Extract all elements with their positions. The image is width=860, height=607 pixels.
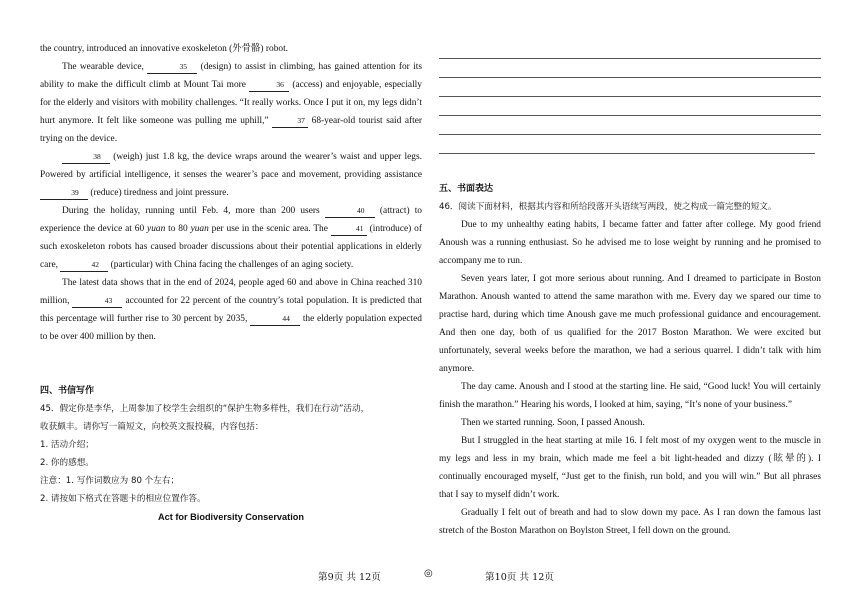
blank-35[interactable]: 35 — [147, 61, 197, 74]
intro-line: the country, introduced an innovative exoskeleton (外骨骼) robot. — [40, 44, 289, 54]
paragraph-38-39 — [40, 148, 422, 202]
text: The wearable device, — [62, 62, 148, 72]
q45-line-1: 45．假定你是李华，上周参加了校学生会组织的“保护生物多样性，我们在行动”活动， — [40, 404, 370, 414]
blank-39[interactable]: 39 — [40, 187, 88, 200]
writing-line[interactable] — [439, 40, 821, 59]
circle-mark-icon: ◎ — [424, 568, 433, 579]
content-item-2: 2. 你的感想。 — [40, 458, 94, 468]
blank-38[interactable]: 38 — [62, 151, 110, 164]
section-4-heading: 四、书信写作 — [40, 386, 95, 396]
right-column — [439, 40, 821, 540]
text: (attract) to experience the device at 60 — [40, 206, 422, 234]
writing-lines[interactable] — [439, 40, 821, 154]
story-paragraph-3: The day came. Anoush and I stood at the starting line. He said, “Good luck! You will certainly finish the marathon.” Hearing his words, I looked at him, saying, “It’s none of your business.” — [439, 382, 821, 410]
note-1: 注意：1. 写作词数应为 80 个左右； — [40, 476, 180, 486]
text: (access) and enjoyable, especially for the elderly and visitors with mobility challenges. “It really works. Once I put it on, my legs didn’t hurt anymore. It felt like someone was pulling me uphill,” — [40, 80, 422, 126]
text: (introduce) of such exoskeleton robots has caused broader discussions about their potential applications in elderly care, — [40, 224, 422, 270]
left-column — [40, 40, 422, 526]
text: During the holiday, running until Feb. 4, more than 200 users — [62, 206, 325, 216]
text: (design) to assist in climbing, has gained attention for its ability to make the difficult climb at Mount Tai more — [40, 62, 422, 90]
blank-36[interactable]: 36 — [249, 79, 289, 92]
text: (weigh) just 1.8 kg, the device wraps around the wearer’s waist and upper legs. Powered by artificial intelligence, it senses the wearer’s pace and movement, providing assistance — [40, 152, 422, 180]
q45-line-2: 收获颇丰。请你写一篇短文，向校英文报投稿，内容包括： — [40, 422, 264, 432]
blank-40[interactable]: 40 — [325, 205, 375, 218]
writing-line[interactable] — [439, 59, 821, 78]
blank-43[interactable]: 43 — [72, 295, 122, 308]
blank-44[interactable]: 44 — [250, 313, 300, 326]
q46-instruction: 46．阅读下面材料，根据其内容和所给段落开头语续写两段，使之构成一篇完整的短文。 — [439, 202, 777, 212]
story-paragraph-1: Due to my unhealthy eating habits, I became fatter and fatter after college. My good friend Anoush was a running enthusiast. So he advised me to lose weight by running and he promised to accompany me to run. — [439, 220, 821, 266]
story-paragraph-5: But I struggled in the heat starting at mile 16. I felt most of my oxygen went to the muscle in my legs and less in my brain, which made me feel a bit light-headed and dizzy (眩晕的). I continually encouraged myself, “Just get to the finish, run bold, and you will win.” But all phrases that I say to myself didn’t work. — [439, 436, 821, 500]
blank-42[interactable]: 42 — [60, 259, 108, 272]
text: per use in the scenic area. The — [208, 224, 331, 234]
writing-line[interactable] — [439, 116, 821, 135]
blank-37[interactable]: 37 — [272, 115, 308, 128]
writing-line[interactable] — [439, 135, 815, 154]
yuan-word: yuan — [190, 224, 209, 234]
story-paragraph-2: Seven years later, I got more serious about running. And I dreamed to participate in Boston Marathon. Anoush wanted to attend the same marathon with me. Every day we spared our time to practise hard, during which time Anoush gave me much professional guidance and encouragement. And then one day, both of us qualified for the 2017 Boston Marathon. We were excited but unfortunately, several weeks before the marathon, we had a serious quarrel. I didn’t talk with him anymore. — [439, 274, 821, 374]
section-5-heading: 五、书面表达 — [439, 184, 494, 194]
story-paragraph-4: Then we started running. Soon, I passed Anoush. — [461, 418, 645, 428]
page-number-left: 第9页 共 12页 — [318, 572, 381, 583]
blank-41[interactable]: 41 — [331, 223, 367, 236]
text: The latest data shows that in the end of 2024, people aged 60 and above in China reached 310 million, — [40, 278, 422, 306]
text: the elderly population expected to be over 400 million by then. — [40, 314, 422, 342]
content-item-1: 1. 活动介绍； — [40, 440, 94, 450]
text: (reduce) tiredness and joint pressure. — [88, 188, 229, 198]
text: (particular) with China facing the challenges of an aging society. — [108, 260, 354, 270]
essay-title: Act for Biodiversity Conservation — [157, 512, 304, 522]
writing-line[interactable] — [439, 97, 821, 116]
note-2: 2. 请按如下格式在答题卡的相应位置作答。 — [40, 494, 206, 504]
paragraph-35-37 — [40, 58, 422, 148]
text: accounted for 22 percent of the country’s total population. It is predicted that this percentage will further rise to 30 percent by 2035, — [40, 296, 422, 324]
story-paragraph-6: Gradually I felt out of breath and had to slow down my pace. As I ran down the famous last stretch of the Boston Marathon on Boylston Street, I fell down on the ground. — [439, 508, 821, 536]
text: 68-year-old tourist said after trying on the device. — [40, 116, 422, 144]
paragraph-40-42 — [40, 202, 422, 274]
page-number-right: 第10页 共 12页 — [485, 572, 554, 583]
text: to 80 — [165, 224, 191, 234]
paragraph-43-44 — [40, 274, 422, 346]
writing-line[interactable] — [439, 78, 821, 97]
yuan-word: yuan — [147, 224, 166, 234]
